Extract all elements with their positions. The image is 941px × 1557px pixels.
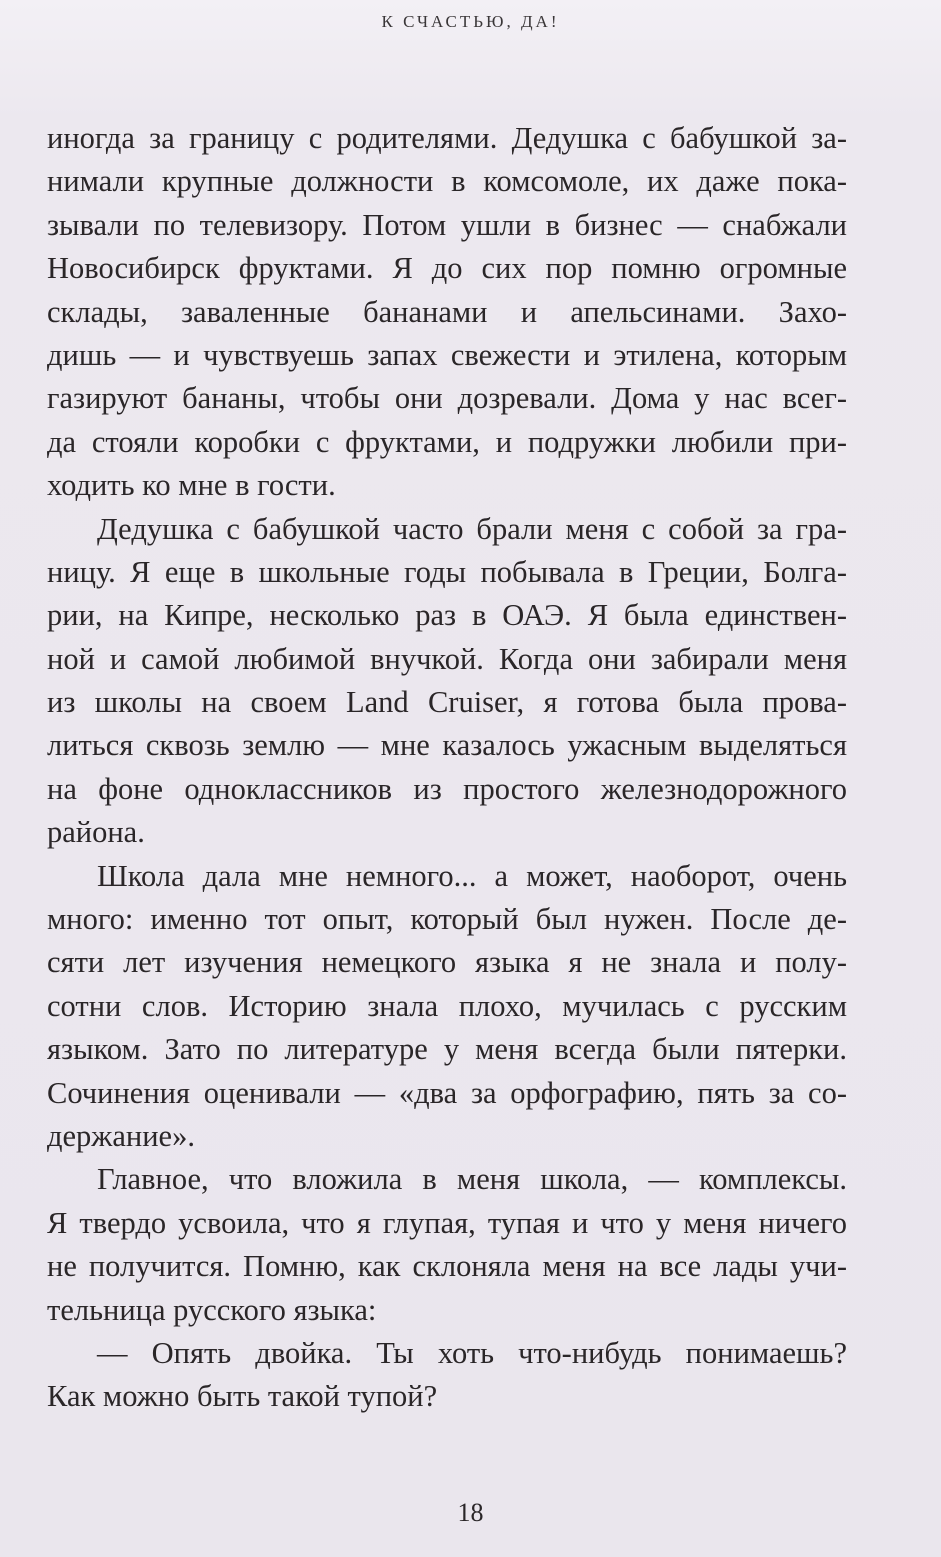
running-head: К СЧАСТЬЮ, ДА! bbox=[381, 12, 560, 31]
text-line: из школы на своем Land Cruiser, я готова была прова- bbox=[47, 685, 847, 720]
text-line: литься сквозь землю — мне казалось ужасным выделяться bbox=[47, 728, 847, 763]
text-line: Новосибирск фруктами. Я до сих пор помню огромные bbox=[47, 251, 847, 286]
text-line: Я твердо усвоила, что я глупая, тупая и что у меня ничего bbox=[47, 1205, 847, 1240]
text-line: ной и самой любимой внучкой. Когда они забирали меня bbox=[47, 641, 847, 676]
text-line: языком. Зато по литературе у меня всегда были пятерки. bbox=[47, 1032, 847, 1067]
page-number: 18 bbox=[457, 1498, 484, 1527]
text-line: ходить ко мне в гости. bbox=[47, 468, 336, 503]
text-line: Главное, что вложила в меня школа, — комплексы. bbox=[97, 1162, 847, 1197]
text-line: — Опять двойка. Ты хоть что-нибудь понимаешь? bbox=[97, 1335, 847, 1370]
text-line: тельница русского языка: bbox=[47, 1292, 377, 1327]
text-line: газируют бананы, чтобы они дозревали. Дома у нас всег- bbox=[47, 381, 847, 416]
text-line: ницу. Я еще в школьные годы побывала в Греции, Болга- bbox=[47, 554, 847, 589]
text-line: держание». bbox=[47, 1118, 195, 1153]
text-line: да стояли коробки с фруктами, и подружки любили при- bbox=[47, 424, 847, 459]
text-line: склады, заваленные бананами и апельсинами. Захо- bbox=[47, 294, 847, 329]
text-line: Как можно быть такой тупой? bbox=[47, 1379, 438, 1414]
text-line: сяти лет изучения немецкого языка я не знала и полу- bbox=[47, 945, 847, 980]
text-line: Школа дала мне немного... а может, наоборот, очень bbox=[97, 858, 847, 893]
text-line: на фоне одноклассников из простого железнодорожного bbox=[47, 771, 847, 806]
text-line: нимали крупные должности в комсомоле, их даже пока- bbox=[47, 164, 847, 199]
text-line: не получится. Помню, как склоняла меня на все лады учи- bbox=[47, 1249, 847, 1284]
text-line: района. bbox=[47, 815, 145, 850]
text-line: зывали по телевизору. Потом ушли в бизнес — снабжали bbox=[47, 207, 847, 242]
text-line: иногда за границу с родителями. Дедушка с бабушкой за- bbox=[47, 121, 847, 155]
text-line: много: именно тот опыт, который был нужен. После де- bbox=[47, 902, 847, 937]
text-line: Дедушка с бабушкой часто брали меня с собой за гра- bbox=[97, 511, 847, 546]
text-line: Сочинения оценивали — «два за орфографию, пять за со- bbox=[47, 1075, 847, 1110]
text-line: дишь — и чувствуешь запах свежести и этилена, которым bbox=[47, 337, 847, 372]
text-line: сотни слов. Историю знала плохо, мучилась с русским bbox=[47, 988, 847, 1023]
body-text bbox=[47, 117, 847, 1419]
text-line: рии, на Кипре, несколько раз в ОАЭ. Я была единствен- bbox=[47, 598, 847, 633]
